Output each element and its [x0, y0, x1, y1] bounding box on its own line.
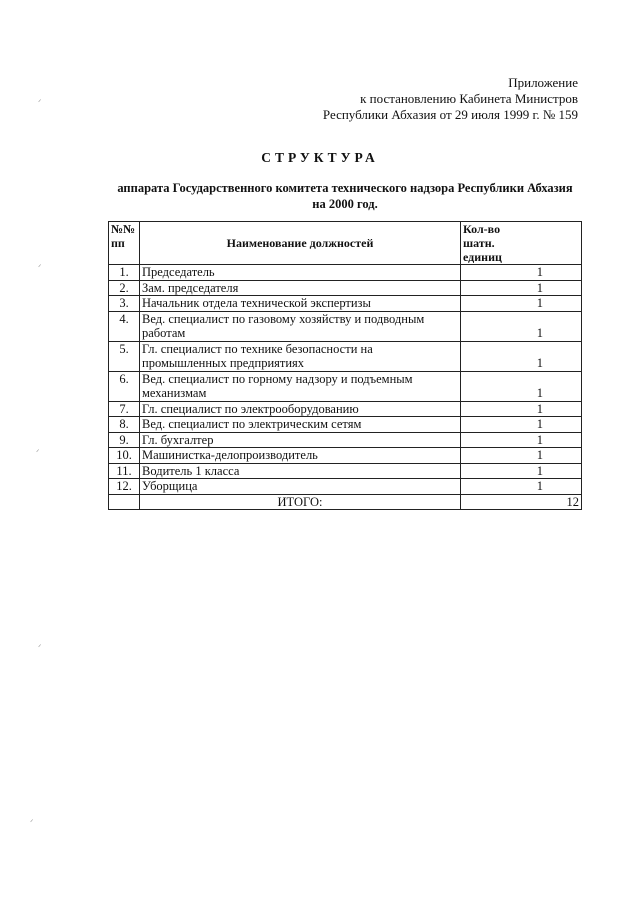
- header-quantity-line-1: Кол-во: [463, 222, 501, 236]
- row-quantity: 1: [461, 265, 582, 281]
- staff-table: [108, 221, 582, 510]
- table-row: [109, 448, 582, 464]
- row-position-name: Зам. председателя: [140, 280, 461, 296]
- table-total-row: [109, 494, 582, 510]
- document-title: СТРУКТУРА: [261, 150, 379, 165]
- row-quantity: 1: [461, 296, 582, 312]
- row-position-name: Вед. специалист по горному надзору и подъемным механизмам: [140, 371, 461, 401]
- row-number: 7.: [109, 401, 140, 417]
- row-number: 12.: [109, 479, 140, 495]
- row-position-name: Гл. бухгалтер: [140, 432, 461, 448]
- row-number: 3.: [109, 296, 140, 312]
- row-number: 5.: [109, 341, 140, 371]
- header-number-line-2: пп: [111, 236, 125, 250]
- row-position-name: Вед. специалист по электрическим сетям: [140, 417, 461, 433]
- row-number: 8.: [109, 417, 140, 433]
- header-number: [109, 222, 140, 265]
- appendix-header: [323, 75, 578, 123]
- appendix-resolution: к постановлению Кабинета Министров: [360, 91, 578, 106]
- subtitle-line-2: на 2000 год.: [312, 197, 378, 211]
- total-empty-cell: [109, 494, 140, 510]
- row-quantity: 1: [461, 401, 582, 417]
- row-position-name: Водитель 1 класса: [140, 463, 461, 479]
- row-position-name: Гл. специалист по электрооборудованию: [140, 401, 461, 417]
- row-number: 10.: [109, 448, 140, 464]
- header-number-line-1: №№: [111, 222, 136, 236]
- document-subtitle: [100, 180, 590, 212]
- row-position-name: Начальник отдела технической экспертизы: [140, 296, 461, 312]
- row-quantity: 1: [461, 311, 582, 341]
- row-quantity: 1: [461, 417, 582, 433]
- row-quantity: 1: [461, 448, 582, 464]
- total-value: 12: [461, 494, 582, 510]
- row-position-name: Председатель: [140, 265, 461, 281]
- row-position-name: Вед. специалист по газовому хозяйству и подводным работам: [140, 311, 461, 341]
- table-row: [109, 463, 582, 479]
- row-number: 2.: [109, 280, 140, 296]
- subtitle-line-1: аппарата Государственного комитета технического надзора Республики Абхазия: [117, 181, 573, 195]
- header-position-name: Наименование должностей: [140, 222, 461, 265]
- header-quantity-line-2: шатн.: [463, 236, 495, 250]
- table-row: [109, 280, 582, 296]
- scan-speck-mark: ᐟ: [36, 448, 40, 457]
- row-number: 1.: [109, 265, 140, 281]
- row-quantity: 1: [461, 280, 582, 296]
- table-header-row: [109, 222, 582, 265]
- appendix-date: Республики Абхазия от 29 июля 1999 г. № 159: [322, 107, 578, 122]
- row-position-name: Машинистка-делопроизводитель: [140, 448, 461, 464]
- row-quantity: 1: [461, 341, 582, 371]
- table-row: [109, 432, 582, 448]
- scan-speck-mark: ᐟ: [30, 818, 34, 827]
- scan-speck-mark: ᐟ: [38, 98, 42, 107]
- header-quantity: [461, 222, 582, 265]
- row-quantity: 1: [461, 371, 582, 401]
- row-number: 4.: [109, 311, 140, 341]
- table-row: [109, 265, 582, 281]
- row-number: 9.: [109, 432, 140, 448]
- table-row: [109, 341, 582, 371]
- table-row: [109, 371, 582, 401]
- scan-speck-mark: ᐟ: [38, 263, 42, 272]
- scan-speck-mark: ᐟ: [38, 643, 42, 652]
- row-quantity: 1: [461, 463, 582, 479]
- row-position-name: Уборщица: [140, 479, 461, 495]
- table-row: [109, 401, 582, 417]
- table-row: [109, 311, 582, 341]
- row-number: 11.: [109, 463, 140, 479]
- row-quantity: 1: [461, 479, 582, 495]
- appendix-label: Приложение: [508, 75, 578, 90]
- table-row: [109, 417, 582, 433]
- row-quantity: 1: [461, 432, 582, 448]
- table-row: [109, 479, 582, 495]
- row-position-name: Гл. специалист по технике безопасности на промышленных предприятиях: [140, 341, 461, 371]
- total-label: ИТОГО:: [140, 494, 461, 510]
- table-body: [109, 265, 582, 495]
- table-row: [109, 296, 582, 312]
- header-quantity-line-3: единиц: [463, 250, 502, 264]
- row-number: 6.: [109, 371, 140, 401]
